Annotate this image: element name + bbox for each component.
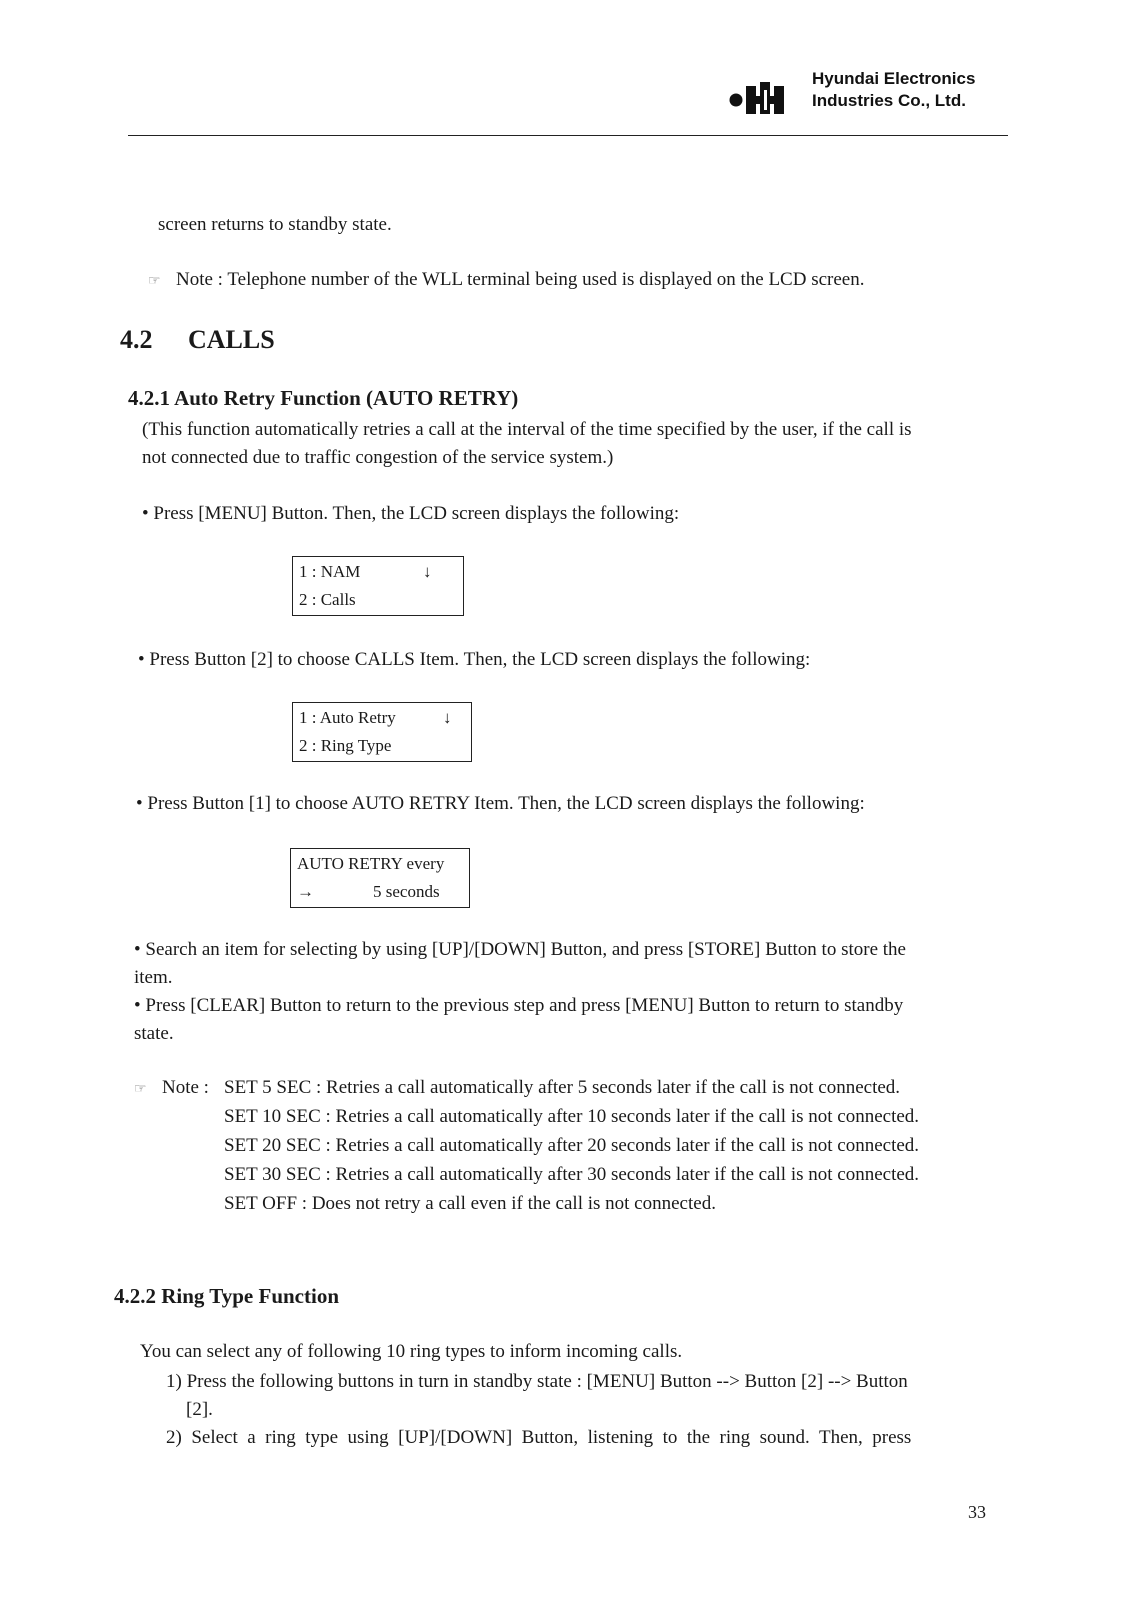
note-item: SET 20 SEC : Retries a call automatically after 20 seconds later if the call is not connected. <box>224 1135 920 1156</box>
section-heading <box>120 326 275 354</box>
auto-retry-heading: 4.2.1 Auto Retry Function (AUTO RETRY) <box>128 386 519 410</box>
lcd-line: 2 : Calls <box>299 590 356 609</box>
page-number: 33 <box>968 1502 986 1522</box>
pointing-hand-icon: ☞ <box>134 1082 147 1097</box>
note-item: SET 10 SEC : Retries a call automatically after 10 seconds later if the call is not connected. <box>224 1106 920 1127</box>
lcd-line: 2 : Ring Type <box>299 736 392 755</box>
intro-note <box>148 266 864 296</box>
ring-type-intro: You can select any of following 10 ring types to inform incoming calls. <box>140 1341 683 1362</box>
down-arrow-icon: ↓ <box>443 708 452 727</box>
intro-note-text: Note : Telephone number of the WLL terminal being used is displayed on the LCD screen. <box>176 269 865 290</box>
auto-retry-note-list <box>224 1074 919 1219</box>
step-press-menu: • Press [MENU] Button. Then, the LCD screen displays the following: <box>142 503 680 524</box>
ring-type-heading: 4.2.2 Ring Type Function <box>114 1284 340 1308</box>
ring-type-item2-line1: 2) Select a ring type using [UP]/[DOWN] Button, listening to the ring sound. Then, press <box>166 1427 912 1448</box>
continuation-text: screen returns to standby state. <box>158 214 392 235</box>
lcd-screen-calls <box>292 702 472 762</box>
header-rule <box>128 135 1008 136</box>
auto-retry-note-prefix <box>134 1074 209 1104</box>
lcd-line: 1 : NAM <box>299 562 361 581</box>
down-arrow-icon: ↓ <box>423 562 432 581</box>
pointing-hand-icon: ☞ <box>148 274 161 289</box>
section-title: CALLS <box>188 325 275 354</box>
ring-type-item1-line1: 1) Press the following buttons in turn in standby state : [MENU] Button --> Button [2] --> Button <box>166 1371 908 1392</box>
note-item: SET 30 SEC : Retries a call automatically after 30 seconds later if the call is not connected. <box>224 1164 920 1185</box>
company-name-line2: Industries Co., Ltd. <box>812 91 966 110</box>
note-item: SET OFF : Does not retry a call even if the call is not connected. <box>224 1193 716 1214</box>
step-clear-line2: state. <box>134 1023 174 1044</box>
lcd-screen-menu <box>292 556 464 616</box>
right-arrow-icon: → <box>297 882 314 901</box>
step-press-button-2: • Press Button [2] to choose CALLS Item. Then, the LCD screen displays the following: <box>138 649 811 670</box>
note-item: SET 5 SEC : Retries a call automatically after 5 seconds later if the call is not connected. <box>224 1077 901 1098</box>
lcd-line: 1 : Auto Retry <box>299 708 396 727</box>
note-label: Note : <box>162 1077 209 1098</box>
lcd-line: AUTO RETRY every <box>297 854 445 873</box>
step-search-line2: item. <box>134 967 173 988</box>
company-name-line1: Hyundai Electronics <box>812 69 976 88</box>
lcd-screen-auto-retry <box>290 848 470 908</box>
step-press-button-1: • Press Button [1] to choose AUTO RETRY Item. Then, the LCD screen displays the following: <box>136 793 865 814</box>
auto-retry-description-line1: (This function automatically retries a call at the interval of the time specified by the user, if the call is <box>142 419 912 440</box>
auto-retry-description-line2: not connected due to traffic congestion of the service system.) <box>142 447 614 468</box>
lcd-line: 5 seconds <box>373 882 440 901</box>
ring-type-item1-line2: [2]. <box>186 1399 213 1420</box>
step-clear-line1: • Press [CLEAR] Button to return to the previous step and press [MENU] Button to return to standby <box>134 995 904 1016</box>
section-number: 4.2 <box>120 325 153 354</box>
company-logo-icon <box>728 78 792 118</box>
company-name <box>812 68 975 112</box>
step-search-line1: • Search an item for selecting by using [UP]/[DOWN] Button, and press [STORE] Button to store the <box>134 939 906 960</box>
